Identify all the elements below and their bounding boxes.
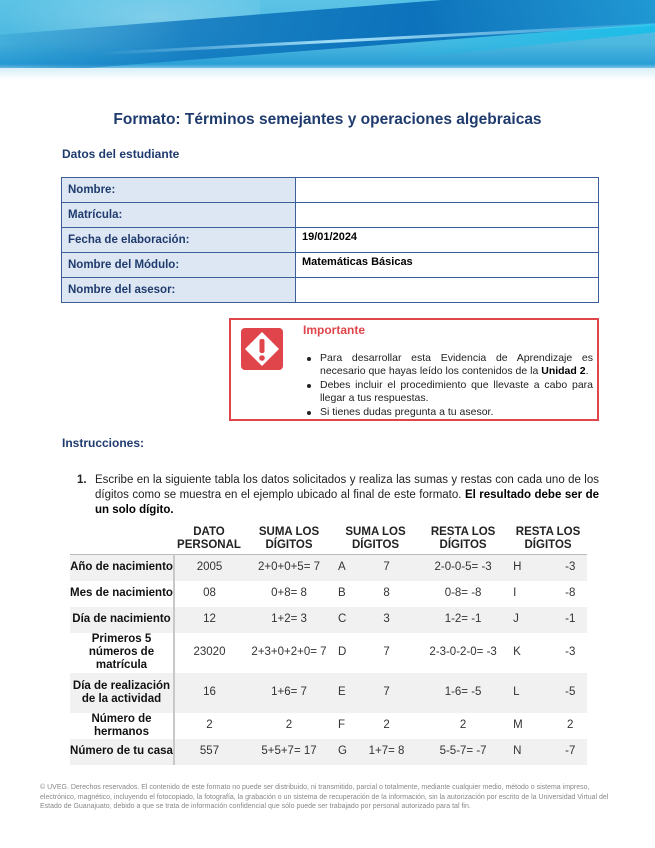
resta-cell[interactable]: 2-3-0-2-0= -3 [417,633,509,673]
row-label: Día de realización de la actividad [70,673,174,713]
row-label: Primeros 5 números de matrícula [70,633,174,673]
row-label: Día de nacimiento [70,607,174,633]
suma-digit-cell[interactable]: 2 [356,713,417,739]
copyright-footer: © UVEG. Derechos reservados. El contenido de este formato no puede ser distribuido, ni transmitido, parcial o totalmente, mediante cualquier medio, método o sistema impreso, electrónico, magnético, incluyendo el fotocopiado, la fotografía, la grabación o un sistema de recuperación de la información, sin la autorización por escrito de la Universidad Virtual del Estado de Guanajuato, debido a que se trata de información confidencial que sólo puede ser trabajado por personal autorizado para tal fin. [40,784,609,810]
dato-personal-cell[interactable]: 16 [174,673,244,713]
resta-cell[interactable]: 2-0-0-5= -3 [417,555,509,581]
important-item: Si tienes dudas pregunta a tu asesor. [303,406,593,419]
resta-digit-cell[interactable]: -3 [554,633,588,673]
field-row-modulo [62,253,599,278]
resta-letter-cell[interactable]: K [509,633,553,673]
resta-letter-cell[interactable]: H [509,555,553,581]
suma-digit-cell[interactable]: 1+7= 8 [356,739,417,765]
matricula-field[interactable] [296,203,599,228]
resta-letter-cell[interactable]: I [509,581,553,607]
field-label: Fecha de elaboración: [62,228,296,253]
field-label: Nombre del asesor: [62,278,296,303]
row-label: Mes de nacimiento [70,581,174,607]
suma-cell[interactable]: 2+3+0+2+0= 7 [244,633,334,673]
field-row-fecha [62,228,599,253]
suma-letter-cell[interactable]: C [334,607,356,633]
student-data-table [61,177,599,303]
field-label: Nombre: [62,178,296,203]
instruction-number: 1. [77,474,87,486]
table-row [70,633,587,673]
resta-digit-cell[interactable]: 2 [554,713,588,739]
instruction-item [77,473,599,518]
table-row [70,607,587,633]
field-label: Nombre del Módulo: [62,253,296,278]
table-header-row [70,526,587,555]
suma-letter-cell[interactable]: A [334,555,356,581]
resta-digit-cell[interactable]: -3 [554,555,588,581]
row-label: Número de hermanos [70,713,174,739]
suma-cell[interactable]: 1+2= 3 [244,607,334,633]
row-label: Número de tu casa [70,739,174,765]
dato-personal-cell[interactable]: 08 [174,581,244,607]
dato-personal-cell[interactable]: 12 [174,607,244,633]
fecha-field[interactable]: 19/01/2024 [296,228,599,253]
suma-digit-cell[interactable]: 3 [356,607,417,633]
header-resta-digit: RESTA LOS DÍGITOS [509,526,587,555]
instructions-heading: Instrucciones: [62,436,145,450]
dato-personal-cell[interactable]: 23020 [174,633,244,673]
field-row-asesor [62,278,599,303]
important-title: Importante [303,323,366,337]
important-list [303,352,593,421]
resta-cell[interactable]: 1-6= -5 [417,673,509,713]
dato-personal-cell[interactable]: 557 [174,739,244,765]
suma-letter-cell[interactable]: D [334,633,356,673]
important-notice [229,318,599,421]
suma-digit-cell[interactable]: 7 [356,633,417,673]
modulo-field[interactable]: Matemáticas Básicas [296,253,599,278]
header-suma: SUMA LOS DÍGITOS [244,526,334,555]
header-dato-personal: DATO PERSONAL [174,526,244,555]
suma-cell[interactable]: 2 [244,713,334,739]
row-label: Año de nacimiento [70,555,174,581]
table-row [70,673,587,713]
warning-diamond-icon [241,328,283,370]
header-banner [0,0,655,80]
resta-cell[interactable]: 1-2= -1 [417,607,509,633]
suma-letter-cell[interactable]: B [334,581,356,607]
field-row-nombre [62,178,599,203]
important-item: Debes incluir el procedimiento que llevaste a cabo para llegar a tus respuestas. [303,379,593,404]
table-row [70,713,587,739]
table-row [70,739,587,765]
nombre-field[interactable] [296,178,599,203]
resta-letter-cell[interactable]: M [509,713,553,739]
resta-letter-cell[interactable]: N [509,739,553,765]
suma-cell[interactable]: 1+6= 7 [244,673,334,713]
suma-digit-cell[interactable]: 7 [356,555,417,581]
resta-digit-cell[interactable]: -1 [554,607,588,633]
table-row [70,581,587,607]
header-suma-digit: SUMA LOS DÍGITOS [334,526,417,555]
resta-cell[interactable]: 5-5-7= -7 [417,739,509,765]
suma-digit-cell[interactable]: 7 [356,673,417,713]
suma-cell[interactable]: 2+0+0+5= 7 [244,555,334,581]
resta-letter-cell[interactable]: L [509,673,553,713]
suma-digit-cell[interactable]: 8 [356,581,417,607]
digits-table [70,526,587,765]
dato-personal-cell[interactable]: 2005 [174,555,244,581]
header-resta: RESTA LOS DÍGITOS [417,526,509,555]
instruction-text: Escribe en la siguiente tabla los datos solicitados y realiza las sumas y restas con cada uno de los dígitos como se muestra en el ejemplo ubicado al final de este formato. El resultado debe ser de un solo dígito. [95,474,599,516]
resta-letter-cell[interactable]: J [509,607,553,633]
suma-letter-cell[interactable]: F [334,713,356,739]
dato-personal-cell[interactable]: 2 [174,713,244,739]
field-row-matricula [62,203,599,228]
field-label: Matrícula: [62,203,296,228]
resta-cell[interactable]: 0-8= -8 [417,581,509,607]
asesor-field[interactable] [296,278,599,303]
resta-digit-cell[interactable]: -7 [554,739,588,765]
header-empty [70,526,174,555]
important-item: Para desarrollar esta Evidencia de Aprendizaje es necesario que hayas leído los contenidos de la Unidad 2. [303,352,593,377]
suma-letter-cell[interactable]: G [334,739,356,765]
suma-cell[interactable]: 5+5+7= 17 [244,739,334,765]
resta-cell[interactable]: 2 [417,713,509,739]
resta-digit-cell[interactable]: -8 [554,581,588,607]
resta-digit-cell[interactable]: -5 [554,673,588,713]
suma-letter-cell[interactable]: E [334,673,356,713]
student-data-heading: Datos del estudiante [62,147,180,161]
suma-cell[interactable]: 0+8= 8 [244,581,334,607]
table-row [70,555,587,581]
document-title: Formato: Términos semejantes y operaciones algebraicas [113,111,542,128]
